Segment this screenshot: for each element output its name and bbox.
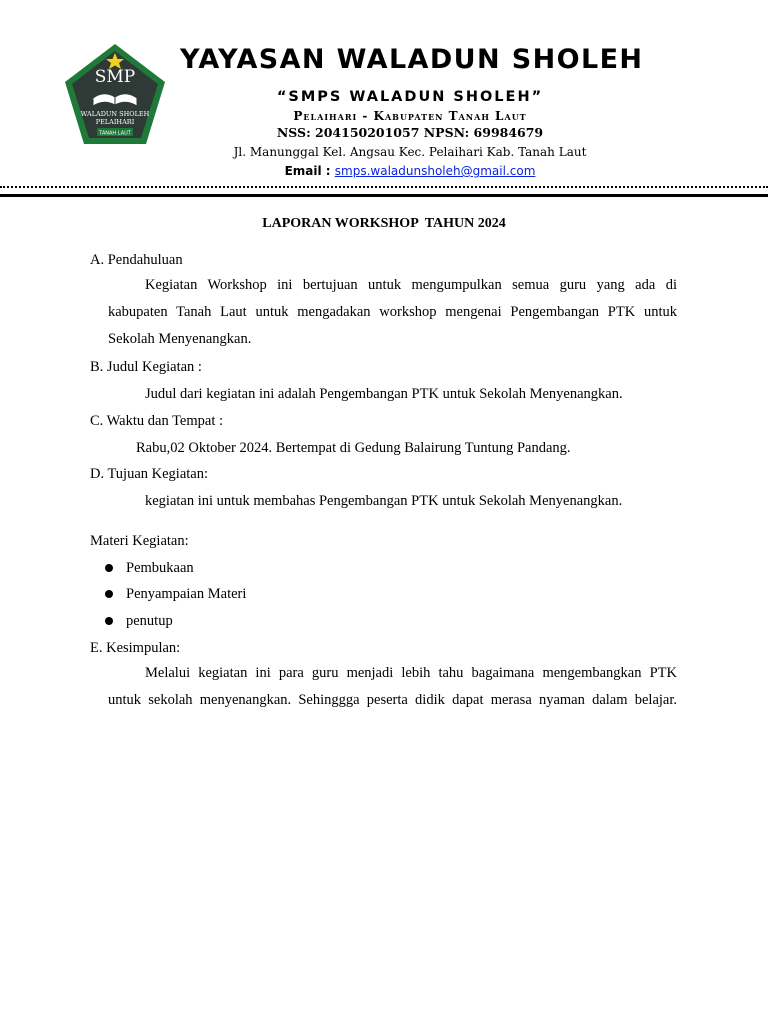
letterhead-solid-rule bbox=[0, 194, 768, 197]
section-a-line-2: kabupaten Tanah Laut untuk mengadakan workshop mengenai Pengembangan PTK untuk bbox=[108, 304, 677, 320]
section-d-text: kegiatan ini untuk membahas Pengembangan PTK untuk Sekolah Menyenangkan. bbox=[145, 493, 623, 509]
organization-name: YAYASAN WALADUN SHOLEH bbox=[180, 44, 644, 75]
bullet-icon bbox=[105, 590, 113, 598]
section-c-text: Rabu,02 Oktober 2024. Bertempat di Gedung Balairung Tuntung Pandang. bbox=[136, 440, 571, 456]
school-name: “SMPS WALADUN SHOLEH” bbox=[276, 89, 544, 105]
section-e-line-1: Melalui kegiatan ini para guru menjadi lebih tahu bagaimana mengembangkan PTK bbox=[145, 665, 677, 681]
section-a-line-3: Sekolah Menyenangkan. bbox=[108, 331, 252, 347]
school-address: Jl. Manunggal Kel. Angsau Kec. Pelaihari Kab. Tanah Laut bbox=[233, 145, 587, 159]
materi-heading: Materi Kegiatan: bbox=[90, 533, 189, 549]
email-link[interactable]: smps.waladunsholeh@gmail.com bbox=[334, 164, 536, 178]
school-location: Pelaihari - Kabupaten Tanah Laut bbox=[293, 109, 527, 123]
svg-text:SMP: SMP bbox=[94, 67, 136, 87]
section-b-text: Judul dari kegiatan ini adalah Pengembangan PTK untuk Sekolah Menyenangkan. bbox=[145, 386, 623, 402]
materi-item: Penyampaian Materi bbox=[126, 586, 247, 602]
bullet-icon bbox=[105, 617, 113, 625]
school-logo bbox=[62, 42, 168, 146]
section-e-line-2: untuk sekolah menyenangkan. Sehinggga peserta didik dapat merasa nyaman dalam belajar. bbox=[108, 692, 677, 708]
email-line bbox=[180, 164, 640, 178]
section-c-heading: C. Waktu dan Tempat : bbox=[90, 413, 223, 429]
section-b-heading: B. Judul Kegiatan : bbox=[90, 359, 202, 375]
svg-text:PELAIHARI: PELAIHARI bbox=[95, 118, 135, 126]
section-a-line-1: Kegiatan Workshop ini bertujuan untuk mengumpulkan semua guru yang ada di bbox=[145, 277, 677, 293]
email-label: Email : bbox=[284, 164, 335, 178]
letterhead-dotted-rule bbox=[0, 186, 768, 188]
materi-item: penutup bbox=[126, 613, 173, 629]
section-a-heading: A. Pendahuluan bbox=[90, 252, 183, 268]
section-e-heading: E. Kesimpulan: bbox=[90, 640, 181, 656]
svg-text:TANAH LAUT: TANAH LAUT bbox=[99, 130, 131, 137]
section-d-heading: D. Tujuan Kegiatan: bbox=[90, 466, 209, 482]
school-emblem-icon bbox=[62, 42, 168, 146]
bullet-icon bbox=[105, 564, 113, 572]
materi-item: Pembukaan bbox=[126, 560, 194, 576]
svg-text:WALADUN SHOLEH: WALADUN SHOLEH bbox=[80, 110, 150, 118]
nss-npsn: NSS: 204150201057 NPSN: 69984679 bbox=[276, 125, 544, 140]
document-title: LAPORAN WORKSHOP TAHUN 2024 bbox=[262, 216, 506, 231]
